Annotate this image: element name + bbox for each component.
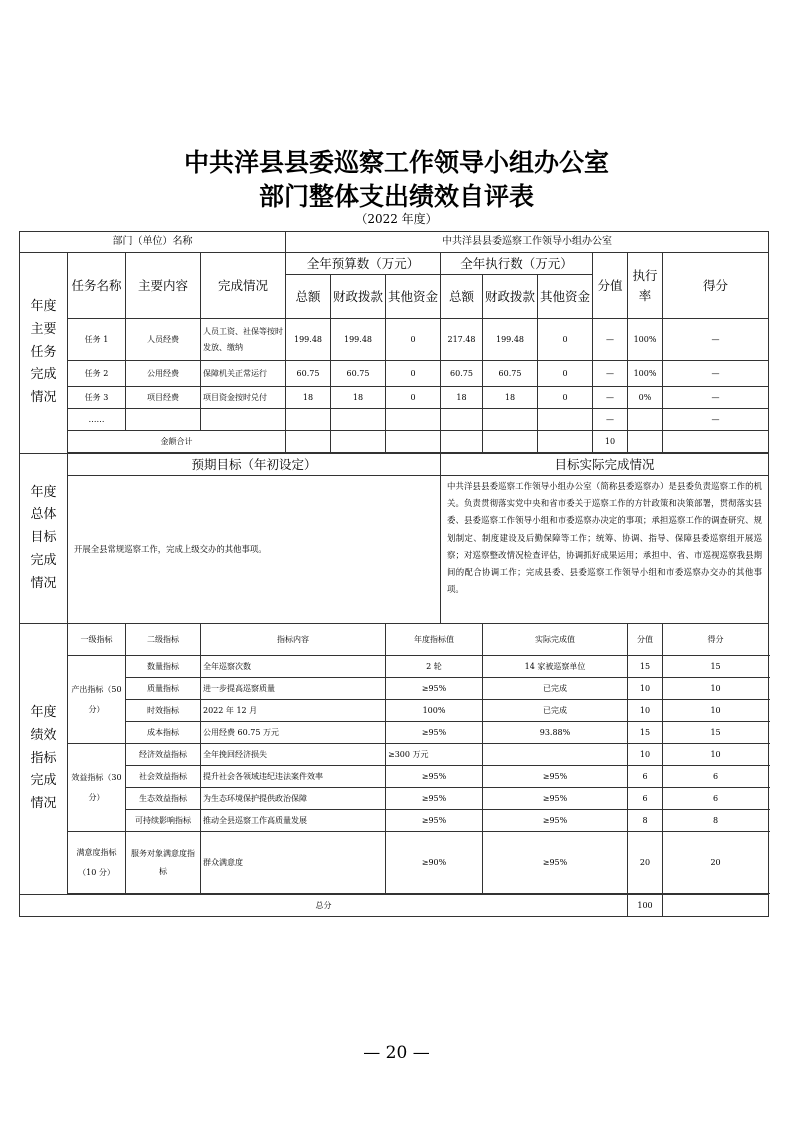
budget-other (386, 409, 441, 431)
ind-actual: ≥95% (483, 788, 628, 810)
ind-content: 公用经费 60.75 万元 (201, 722, 386, 744)
table-row (20, 319, 769, 361)
task-got: — (663, 409, 769, 431)
table-row (20, 722, 769, 744)
ind-score: 20 (628, 832, 663, 894)
ind-target: ≥95% (386, 810, 483, 832)
task-status: 项目资金按时兑付 (201, 387, 286, 409)
exec-other: 0 (538, 319, 593, 361)
budget-other: 0 (386, 319, 441, 361)
group-satisfaction: 满意度指标（10 分） (68, 832, 126, 894)
task-score: — (593, 319, 628, 361)
ind-l2: 成本指标 (126, 722, 201, 744)
sum-row (20, 431, 769, 453)
ind-content: 进一步提高巡察质量 (201, 678, 386, 700)
ind-actual: 已完成 (483, 678, 628, 700)
task-rate (628, 409, 663, 431)
ind-actual: 93.88% (483, 722, 628, 744)
ind-score: 15 (628, 722, 663, 744)
task-content: 人员经费 (126, 319, 201, 361)
indicators-section-label: 年度绩效指标完成情况 (20, 624, 68, 895)
header-got: 得分 (663, 253, 769, 319)
table-row (20, 766, 769, 788)
task-content: 项目经费 (126, 387, 201, 409)
total-label: 总分 (20, 895, 628, 917)
task-name: 任务 1 (68, 319, 126, 361)
document-subtitle: 部门整体支出绩效自评表 (258, 182, 534, 211)
ind-score: 10 (628, 678, 663, 700)
budget-total: 18 (286, 387, 331, 409)
sum-label: 金额合计 (68, 431, 286, 453)
ind-target: ≥95% (386, 788, 483, 810)
header-exec-other: 其他资金 (538, 275, 593, 319)
ind-header-target: 年度指标值 (386, 624, 483, 656)
budget-total: 60.75 (286, 361, 331, 387)
budget-total (286, 409, 331, 431)
group-effect: 效益指标（30 分） (68, 744, 126, 832)
table-row (20, 744, 769, 766)
task-rate: 100% (628, 319, 663, 361)
self-evaluation-table (19, 231, 769, 917)
budget-fiscal: 18 (331, 387, 386, 409)
ind-l2: 数量指标 (126, 656, 201, 678)
budget-other: 0 (386, 387, 441, 409)
header-main-content: 主要内容 (126, 253, 201, 319)
header-status: 完成情况 (201, 253, 286, 319)
header-budget-fiscal: 财政拨款 (331, 275, 386, 319)
ind-content: 全年巡察次数 (201, 656, 386, 678)
ind-score: 10 (628, 700, 663, 722)
exec-other (538, 409, 593, 431)
ind-actual: 14 家被巡察单位 (483, 656, 628, 678)
ind-header-l1: 一级指标 (68, 624, 126, 656)
exec-fiscal: 60.75 (483, 361, 538, 387)
document-title: 中共洋县县委巡察工作领导小组办公室 (183, 148, 609, 177)
header-budget: 全年预算数（万元） (286, 253, 441, 275)
budget-fiscal: 199.48 (331, 319, 386, 361)
dept-value: 中共洋县县委巡察工作领导小组办公室 (286, 232, 769, 253)
ind-header-l2: 二级指标 (126, 624, 201, 656)
ind-got: 6 (663, 766, 769, 788)
table-row (20, 387, 769, 409)
actual-goal-text: 中共洋县县委巡察工作领导小组办公室（简称县委巡察办）是县委负责巡察工作的机关。负责贯彻落实党中央和省市委关于巡察工作的方针政策和决策部署，贯彻落实县委、县委巡察工作领导小组和市委巡察办决定的事项；承担巡察工作的调查研究、规划制定、制度建设及后勤保障等工作；统筹、协调、指导、保障县委巡察组开展巡察；对巡察整改情况检查评估，协调抓好成果运用；承担中、省、市巡视巡察我县期间的配合协调工作；完成县委、县委巡察工作领导小组和市委巡察办交办的其他事项。 (441, 476, 769, 624)
ind-header-actual: 实际完成值 (483, 624, 628, 656)
budget-other: 0 (386, 361, 441, 387)
exec-other: 0 (538, 387, 593, 409)
ind-target: ≥300 万元 (386, 744, 483, 766)
table-row (20, 409, 769, 431)
group-output: 产出指标（50 分） (68, 656, 126, 744)
expected-goal-text: 开展全县常规巡察工作，完成上级交办的其他事项。 (68, 476, 441, 624)
task-name: 任务 3 (68, 387, 126, 409)
ind-target: ≥90% (386, 832, 483, 894)
task-rate: 100% (628, 361, 663, 387)
task-score: — (593, 361, 628, 387)
exec-other: 0 (538, 361, 593, 387)
ind-l2: 经济效益指标 (126, 744, 201, 766)
ind-content: 2022 年 12 月 (201, 700, 386, 722)
header-score: 分值 (593, 253, 628, 319)
ind-got: 10 (663, 678, 769, 700)
exec-total: 18 (441, 387, 483, 409)
ind-l2: 时效指标 (126, 700, 201, 722)
ind-got: 8 (663, 810, 769, 832)
table-row (20, 788, 769, 810)
header-rate: 执行率 (628, 253, 663, 319)
tasks-section-label: 年度主要任务完成情况 (20, 253, 68, 454)
table-row (20, 361, 769, 387)
ind-score: 6 (628, 766, 663, 788)
ind-content: 推动全县巡察工作高质量发展 (201, 810, 386, 832)
table-row (20, 700, 769, 722)
ind-content: 提升社会各领域违纪违法案件效率 (201, 766, 386, 788)
ind-score: 10 (628, 744, 663, 766)
task-status: 保障机关正常运行 (201, 361, 286, 387)
exec-fiscal: 199.48 (483, 319, 538, 361)
budget-fiscal: 60.75 (331, 361, 386, 387)
task-name: 任务 2 (68, 361, 126, 387)
total-row (20, 895, 769, 917)
expected-goal-header: 预期目标（年初设定） (68, 454, 441, 476)
ind-got: 6 (663, 788, 769, 810)
budget-fiscal (331, 409, 386, 431)
ind-score: 15 (628, 656, 663, 678)
ind-got: 15 (663, 656, 769, 678)
ind-header-got: 得分 (663, 624, 769, 656)
exec-total: 217.48 (441, 319, 483, 361)
ind-target: 2 轮 (386, 656, 483, 678)
ind-target: ≥95% (386, 678, 483, 700)
ind-got: 20 (663, 832, 769, 894)
ind-l2: 质量指标 (126, 678, 201, 700)
ind-actual (483, 744, 628, 766)
task-content: 公用经费 (126, 361, 201, 387)
ind-got: 10 (663, 700, 769, 722)
task-status: 人员工资、社保等按时发放、缴纳 (201, 319, 286, 361)
ind-target: ≥95% (386, 722, 483, 744)
ind-got: 10 (663, 744, 769, 766)
exec-total (441, 409, 483, 431)
ind-l2: 生态效益指标 (126, 788, 201, 810)
ind-content: 群众满意度 (201, 832, 386, 894)
exec-total: 60.75 (441, 361, 483, 387)
table-row (20, 656, 769, 678)
ind-score: 6 (628, 788, 663, 810)
exec-fiscal: 18 (483, 387, 538, 409)
task-got: — (663, 361, 769, 387)
header-executed: 全年执行数（万元） (441, 253, 593, 275)
task-score: — (593, 387, 628, 409)
task-rate: 0% (628, 387, 663, 409)
ind-score: 8 (628, 810, 663, 832)
total-score: 100 (628, 895, 663, 917)
task-score: — (593, 409, 628, 431)
task-status (201, 409, 286, 431)
task-got: — (663, 387, 769, 409)
dept-label: 部门（单位）名称 (20, 232, 286, 253)
table-row (20, 832, 769, 894)
header-budget-total: 总额 (286, 275, 331, 319)
task-got: — (663, 319, 769, 361)
sum-score: 10 (593, 431, 628, 453)
ind-actual: ≥95% (483, 766, 628, 788)
task-name: …… (68, 409, 126, 431)
ind-l2: 可持续影响指标 (126, 810, 201, 832)
ind-actual: ≥95% (483, 832, 628, 894)
exec-fiscal (483, 409, 538, 431)
header-budget-other: 其他资金 (386, 275, 441, 319)
ind-header-content: 指标内容 (201, 624, 386, 656)
ind-content: 为生态环境保护提供政治保障 (201, 788, 386, 810)
ind-got: 15 (663, 722, 769, 744)
page-number: — 20 — (363, 1043, 430, 1063)
ind-actual: 已完成 (483, 700, 628, 722)
ind-content: 全年挽回经济损失 (201, 744, 386, 766)
goals-section-label: 年度总体目标完成情况 (20, 454, 68, 624)
ind-target: ≥95% (386, 766, 483, 788)
ind-target: 100% (386, 700, 483, 722)
header-exec-total: 总额 (441, 275, 483, 319)
actual-goal-header: 目标实际完成情况 (441, 454, 769, 476)
header-task-name: 任务名称 (68, 253, 126, 319)
ind-l2: 服务对象满意度指标 (126, 832, 201, 894)
header-exec-fiscal: 财政拨款 (483, 275, 538, 319)
ind-l2: 社会效益指标 (126, 766, 201, 788)
ind-header-score: 分值 (628, 624, 663, 656)
table-row (20, 810, 769, 832)
table-row (20, 678, 769, 700)
task-content (126, 409, 201, 431)
document-year: （2022 年度） (355, 212, 438, 226)
budget-total: 199.48 (286, 319, 331, 361)
ind-actual: ≥95% (483, 810, 628, 832)
